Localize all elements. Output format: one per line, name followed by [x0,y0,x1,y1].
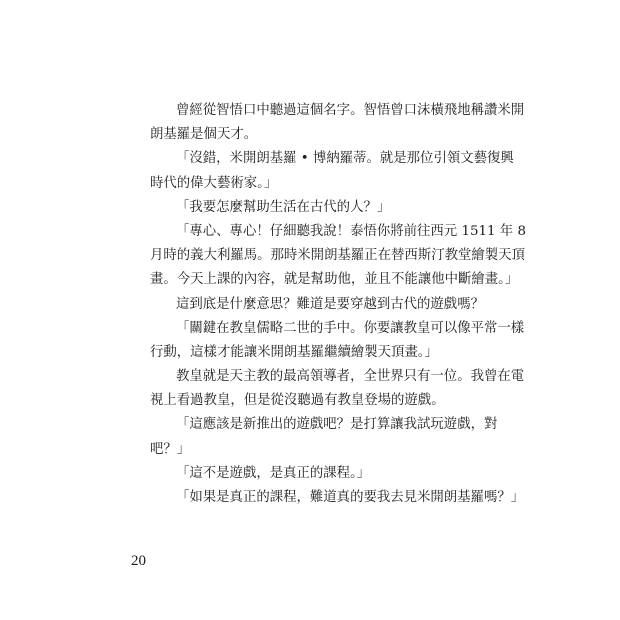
text-line: 「這不是遊戲，是真正的課程。」 [176,465,371,481]
text-line: 行動，這樣才能讓米開朗基羅繼續繪製天頂畫。」 [150,344,438,360]
text-line: 「關鍵在教皇儒略二世的手中。你要讓教皇可以像平常一樣 [176,320,525,336]
text-line: 「專心、專心！仔細聽我說！泰悟你將前往西元 1511 年 8 [176,223,526,239]
text-line: 「我要怎麼幫助生活在古代的人？」 [176,199,391,215]
text-line: 時代的偉大藝術家。」 [150,175,278,191]
text-line: 曾經從智悟口中聽過這個名字。智悟曾口沫橫飛地稱讚米開 [176,103,525,118]
text-line: 教皇就是天主教的最高領導者，全世界只有一位。我曾在電 [176,369,525,385]
text-line: 畫。今天上課的內容，就是幫助他，並且不能讓他中斷繪畫。」 [150,272,519,288]
text-line: 這到底是什麼意思？難道是要穿越到古代的遊戲嗎？ [176,296,484,312]
text-line: 「沒錯，米開朗基羅 • 博納羅蒂。就是那位引領文藝復興 [176,151,514,167]
text-line: 朗基羅是個天才。 [150,127,258,143]
text-line: 月時的義大利羅馬。那時米開朗基羅正在替西斯汀教堂繪製天頂 [150,248,525,264]
body-text [150,99,526,510]
page-number: 20 [131,553,146,569]
text-line: 「如果是真正的課程，難道真的要我去見米開朗基羅嗎？」 [176,490,525,505]
text-line: 「這應該是新推出的遊戲吧？是打算讓我試玩遊戲，對 [176,417,498,433]
text-line: 視上看過教皇，但是從沒聽過有教皇登場的遊戲。 [150,393,445,409]
text-line: 吧？」 [150,441,191,457]
